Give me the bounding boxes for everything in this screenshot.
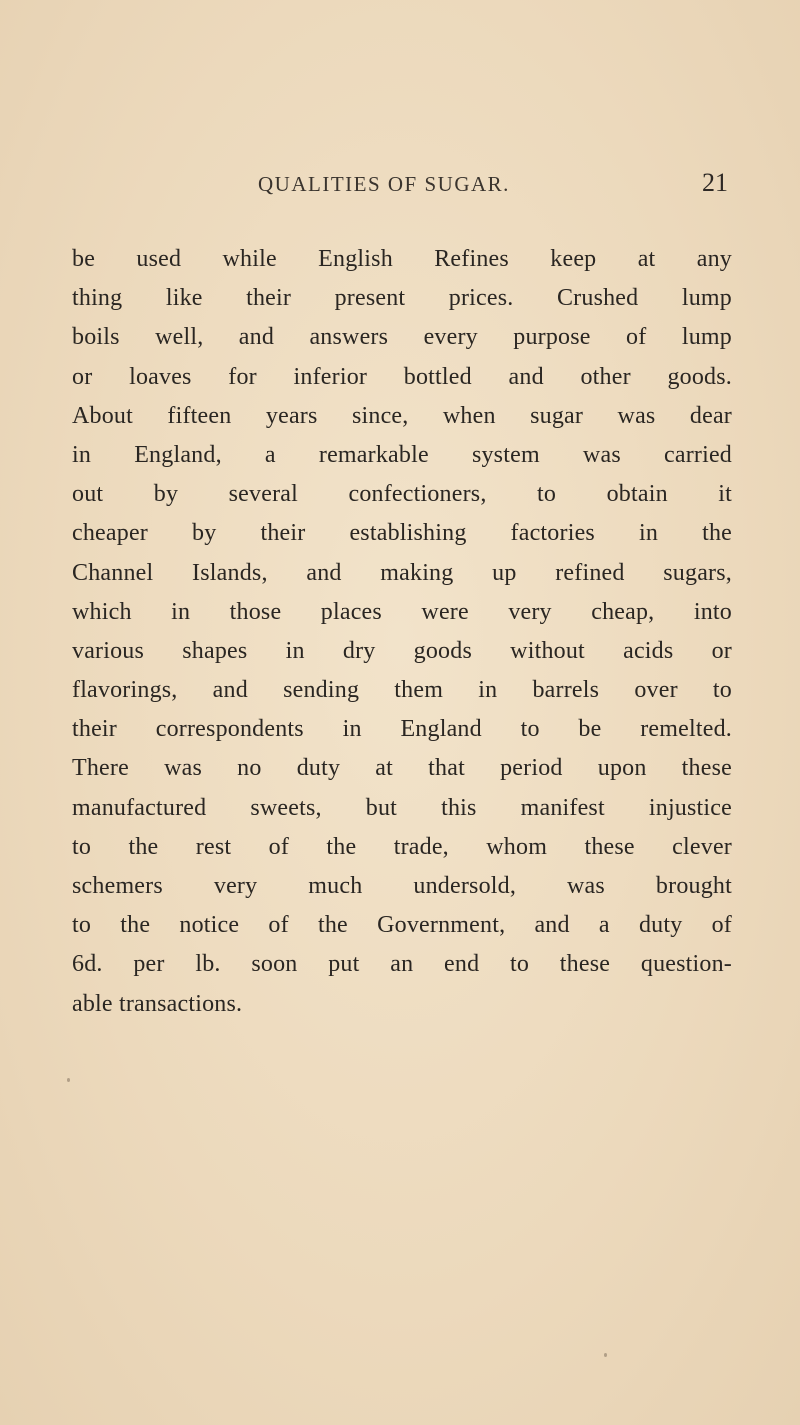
text-line: boils well, and answers every purpose of lump — [72, 324, 732, 351]
text-line: 6d. per lb. soon put an end to these question- — [72, 951, 732, 978]
text-line: be used while English Refines keep at any — [72, 246, 732, 272]
text-line: their correspondents in England to be remelted. — [72, 716, 732, 743]
paper-speck — [67, 1078, 70, 1082]
running-head — [258, 168, 728, 208]
text-line: Channel Islands, and making up refined sugars, — [72, 559, 732, 586]
text-line: to the rest of the trade, whom these clever — [72, 833, 732, 860]
text-line: out by several confectioners, to obtain it — [72, 481, 732, 508]
text-line: which in those places were very cheap, into — [72, 598, 732, 625]
text-line: or loaves for inferior bottled and other goods. — [72, 363, 732, 390]
text-line: to the notice of the Government, and a duty of — [72, 912, 732, 939]
text-line: thing like their present prices. Crushed lump — [72, 285, 732, 312]
text-line: There was no duty at that period upon these — [72, 755, 732, 782]
body-text — [72, 240, 732, 1024]
running-head-title: QUALITIES OF SUGAR. — [258, 172, 510, 196]
paper-speck — [604, 1353, 607, 1357]
text-line: About fifteen years since, when sugar was dear — [72, 402, 732, 429]
text-line: manufactured sweets, but this manifest injustice — [72, 794, 732, 821]
text-line-last: able transactions. — [72, 990, 243, 1017]
text-line: cheaper by their establishing factories in the — [72, 520, 732, 547]
text-line: flavorings, and sending them in barrels over to — [72, 677, 732, 704]
text-line: various shapes in dry goods without acids or — [72, 637, 732, 664]
page-number: 21 — [702, 168, 728, 197]
text-line: schemers very much undersold, was brought — [72, 873, 732, 899]
text-line: in England, a remarkable system was carried — [72, 441, 732, 468]
